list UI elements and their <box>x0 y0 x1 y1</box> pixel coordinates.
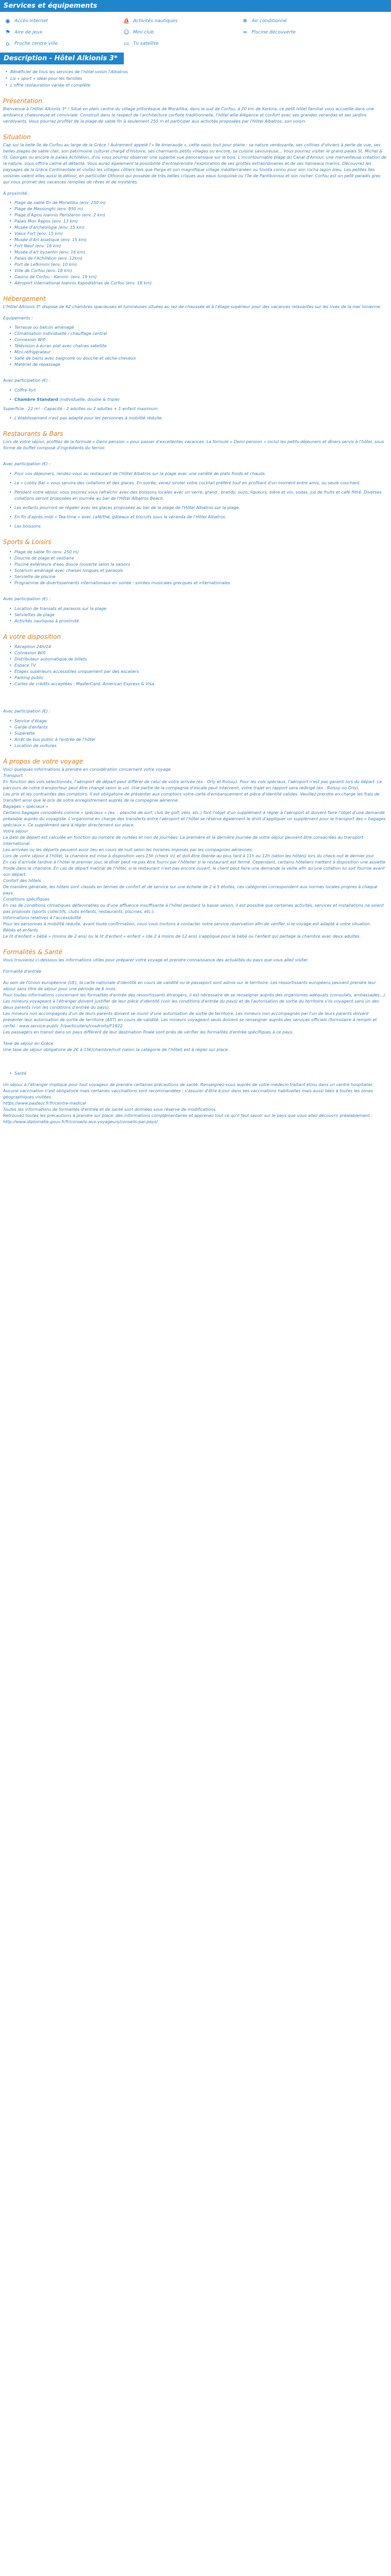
list-item: • Distributeur automatique de billets <box>14 656 388 663</box>
list-item: • Les enfants pourront se régaler avec les glaces proposées au bar de la plage de l'Hôtel Albatros sur la plage. <box>14 505 388 511</box>
city-icon: ⌂ <box>6 40 10 47</box>
formalites-line: Vous trouverez ci-dessous les informations utiles pour préparer votre voyage et prendre connaissance des actualités du pays que vous allez visiter. <box>3 958 309 962</box>
equipments-label: Équipements : <box>3 316 33 320</box>
list-item: • L'établissement n'est pas adapté pour les personnes à mobilité réduite. <box>14 415 388 421</box>
sante-line: Aucune vaccination n'est obligatoire mais certaines vaccinations sont recommandées ; s'assurer d'être à jour dans ses vaccinations habituelles mais aussi liées à toutes les zones géographiques visitées. <box>3 1089 373 1099</box>
list-item: • Activités nautiques à proximité <box>14 618 388 624</box>
apropos-line: Lors de votre séjour à l'hôtel, la chambre est mise à disposition vers 15h (check in) et doit être libérée au plus tard à 11h ou 12h (selon les hôtels) lors du check-out le dernier jour. <box>3 854 375 858</box>
list-item: • Connexion Wifi <box>14 337 388 343</box>
restaurants-list <box>3 471 388 477</box>
room-text: Superficie : 22 m² - Capacité : 2 adultes ou 2 adultes + 1 enfant maximum <box>3 406 158 411</box>
restaurants-heading: Restaurants & Bars <box>3 430 63 437</box>
list-item: • Climatisation individuelle / chauffage central <box>14 331 388 337</box>
presentation-text: Bienvenue à l'Hôtel Alkionis 3* ! Situé en plein centre du village pittoresque de Moraitika, dans le sud de Corfou, à 20 km de Kerkira, ce petit hôtel familial vous accueille dans une ambiance chaleureuse et conviviale. Construit dans le respect de l'architecture corfiote traditionnelle, l'hôtel allie élégance et confort avec ses grandes verandas et ses jardins verdoyants. Vous pourrez profiter de la plage de sable fin à seulement 250 m et participer aux activités proposées par l'Hôtel Albatros, son voisin. <box>3 107 374 124</box>
apropos-line: Confort des hôtels <box>3 878 41 883</box>
sports-avec-list <box>3 606 388 624</box>
hebergement-avec-label: Avec participation (€) : <box>3 378 51 383</box>
apropos-line: En fonction des vols sélectionnés, l'aéroport de départ peut différer de celui de votre arrivée (ex : Orly et Roissy). Pour les vols spéciaux, l'aéroport n'est pas garanti lors du départ. Le parcours de notre transporteur peut être changé selon le vol. Une partie de la compagnie d'escale peut intervenir, votre trajet en rapport sera redirigé (ex : Roissy ou Orly). <box>3 779 382 790</box>
list-item: • Casino de Corfou - Kanoni- (env. 19 km) <box>14 274 388 280</box>
apropos-line: Informations relatives à l'accessibilité <box>3 916 82 920</box>
apropos-line: La date de départ est calculée en fonction du nombre de nuitées et non de journées. La première et la dernière journée de votre séjour peuvent être consacrées au transport international. <box>3 835 364 846</box>
formalites-line: Pour toutes informations concernant les formalités d'entrée des ressortissants étrangers, il est nécessaire de se renseigner auprès des organismes adéquats (consulats, ambassades...). <box>3 993 386 997</box>
apropos-line: En cas de conditions climatiques défavorables ou d'une affluence insuffisante à l'hôtel pendant la basse saison, il est possible que certaines activités, services et installations ne soient pas proposés (sports collectifs, clubs enfants, restaurants, piscines, etc.). <box>3 903 384 914</box>
room-note-list <box>3 415 388 421</box>
description-banner: Description - Hôtel Alkionis 3* <box>0 53 124 64</box>
sante-line: Un séjour à l'étranger implique pour tout voyageur de prendre certaines précautions de santé. Renseignez-vous auprès de votre médecin traitant et/ou dans un centre hospitalier. <box>3 1082 374 1087</box>
list-item: • Location de voitures <box>14 743 388 749</box>
list-item: • Matériel de repassage <box>14 362 388 368</box>
amenity-water-activities: ⛵ Activités nautiques <box>123 18 178 24</box>
restaurants-list-5 <box>3 514 388 520</box>
apropos-line: Pour les personnes à mobilité réduite, avant toute confirmation, nous vous invitons à contacter notre service réservation afin de vérifier si le voyage est adapté à votre situation. <box>3 922 371 926</box>
restaurants-list-2 <box>3 480 388 486</box>
nearby-list <box>3 200 388 286</box>
pool-icon: ≈ <box>242 29 248 36</box>
disposition-avec-list <box>3 718 388 749</box>
playground-icon: ⚑ <box>5 29 10 36</box>
nearby-label: À proximité : <box>3 191 30 196</box>
apropos-line: Bagages « spéciaux » <box>3 804 48 809</box>
amenities-section <box>0 0 391 53</box>
disposition-list <box>3 644 388 687</box>
restaurants-list-3 <box>3 489 388 502</box>
list-item: • Palais Mon Repos (env. 13 km) <box>14 218 388 225</box>
list-item: • Réception 24h/24 <box>14 644 388 650</box>
sante-line: Toutes les informations de formalités d'entrée et de santé sont données sous réserve de modifications. <box>3 1107 217 1112</box>
list-item: • Aéroport international Ioannis Kapodistrias de Corfou (env. 18 km) <box>14 280 388 286</box>
formalites-line: Au sein de l'Union européenne (UE), la carte nationale d'identité en cours de validité ou le passeport sont admis sur le territoire. Les ressortissants européens peuvent prendre leur séjour sans titre de séjour pour une période de 6 mois. <box>3 980 376 991</box>
equipments-list <box>3 325 388 368</box>
apropos-line: De manière générale, les hôtels sont classés en termes de confort et de service sur une échelle de 2 à 5 étoiles, ces catégories correspondent aux normes locales propres à chaque pays. <box>3 885 378 895</box>
amenity-tv: ▭ Tv satellite <box>123 40 159 47</box>
list-item: • Port de Lefkimmi (env. 10 km) <box>14 262 388 268</box>
apropos-line: Voici quelques informations à prendre en considération concernant votre voyage. <box>3 767 172 772</box>
formalites-line: Formalité d'entrée <box>3 969 42 974</box>
amenity-pool: ≈ Piscine découverte <box>241 29 360 36</box>
room-name: Chambre Standard <box>14 397 58 402</box>
list-item: • Plage de sable fin (env. 250 m) <box>14 549 388 555</box>
apropos-line: Conditions spécifiques <box>3 897 50 902</box>
wifi-icon: ◉ <box>5 18 10 24</box>
highlights-list <box>0 69 391 89</box>
sports-heading: Sports & Loisirs <box>3 538 52 546</box>
list-item: • Parking public <box>14 675 388 681</box>
list-item: • Connexion Wifi <box>14 650 388 656</box>
sante-line: https://www.pasteur.fr/fr/centre-medical <box>3 1101 86 1106</box>
situation-heading: Situation <box>3 133 31 141</box>
list-item: • Serviette de piscine <box>14 574 388 580</box>
list-item: • Mini-réfrigérateur <box>14 349 388 355</box>
apropos-body <box>3 767 388 940</box>
apropos-line: Les prix et les contraintes des comptoirs. Il est obligatoire de présenter aux comptoirs votre carte d'embarquement et pièce d'identité valides. Veuillez prendre en charge les frais de transfert ainsi que le prix de votre enregistrement auprès de la compagnie aérienne. <box>3 792 380 803</box>
snowflake-icon: ❄ <box>242 18 248 24</box>
description-section <box>0 53 391 89</box>
hebergement-text: L'Hôtel Alkionis 3* dispose de 62 chambres spacieuses et lumineuses situées au rez-de-chaussée et à l'étage supérieur pour des vacances relaxantes sur les rives de la mer Ionienne. <box>3 304 381 309</box>
formalites-line: Taxe de séjour en Grèce <box>3 1041 54 1046</box>
list-item: • Terrasse ou balcon aménagé <box>14 325 388 331</box>
boat-icon: ⛵ <box>123 18 130 24</box>
sports-list <box>3 549 388 586</box>
list-item: • Serviettes de plage <box>14 612 388 618</box>
disposition-avec-label: Avec participation (€) : <box>3 709 51 714</box>
list-item: • Palais de l'Achilléion (env. 12km) <box>14 256 388 262</box>
list-item: • Location de transats et parasols sur la plage <box>14 606 388 612</box>
list-item: • L'offre restauration variée et complète <box>10 82 391 89</box>
list-item: • Musée d'archéologie (env. 15 km) <box>14 225 388 231</box>
list-item: • Cartes de crédits acceptées : MasterCard, American Express & Visa <box>14 681 388 687</box>
list-item: • Coffre-fort <box>14 387 388 394</box>
list-item: • Pendant votre séjour, vous pourrez vous rafraîchir avec des boissons locales avec un verre, grand : brandy, ouzo, liqueurs, bière et vin, sodas, jus de fruits et café filtré. Diverses collations seront proposées en journée au bar de l'Hôtel Albatros Beach. <box>14 489 388 502</box>
apropos-line: Les arrivées ou les départs peuvent avoir lieu en cours de nuit selon les horaires imposés par les compagnies aériennes. <box>3 848 253 852</box>
list-item: • Bénéficier de tous les services de l'hôtel voisin l'Albatros <box>10 69 391 75</box>
list-item: • Étages supérieurs accessibles uniquement par des escaliers <box>14 669 388 675</box>
situation-text: Cap sur la belle île de Corfou au large de la Grèce ! Autrement appelé l'« île émeraude », cette oasis tout pour plaire : sa nature verdoyante, ses collines d'oliviers à perte de vue, ses belles plages de sable clair, son patrimoine culturel chargé d'histoire, ses charmants petits villages ou encore, sa cuisine savoureuse... Vous pourrez visiter le grand palais St. Michel & St. Georges ou encore le palais Achilléion, d'où vous pourrez observer une superbe vue panoramique sur le bois. L'incontournable plage du Canal d'Amour, une merveilleuse création de la nature, vous offrira calme et détente. Vous aurez également la possibilité d'entreprendre l'exploration de ses grottes extraordinaires et de ses hameaux marins. Découvrez les paysages de la Grèce Continentale et visitez les villages côtiers tels que Parga et son magnifique village méditerranéen ou Sivota connu pour son rocha lagon bleu. Les petites îles voisines valent elles aussi le détour, en particulier Othonoi qui possède de très belles criques aux eaux turquoise ou l'île de Pantikonissi et son rocher. Corfou est un petit paradis grec qui vous promet des vacances remplies de rêves et de mystères. <box>3 143 386 184</box>
room-list <box>3 397 388 403</box>
list-item: • Salle de bains avec baignoire ou douche et sèche-cheveux <box>14 355 388 362</box>
sante-list <box>3 1071 388 1077</box>
room-item <box>14 397 388 403</box>
list-item: • Programme de divertissements internationaux en soirée : soirées musicales grecques et internationales. <box>14 580 388 586</box>
apropos-line: Le lit d'enfant « bébé » (moins de 2 ans) ou le lit d'enfant « enfant » (de 2 à moins de 12 ans) s'applique pour le bébé ou l'enfant qui partage la chambre avec deux adultes. <box>3 934 361 939</box>
hebergement-avec-list <box>3 387 388 394</box>
sante-body <box>3 1082 388 1136</box>
list-item: • Pour vos déjeuners, rendez-vous au restaurant de l'Hôtel Albatros sur la plage avec une variété de plats froids et chauds. <box>14 471 388 477</box>
list-item: • Plage de sable fin de Moraitika (env. 250 m) <box>14 200 388 206</box>
apropos-line: Certains bagages considérés comme « spéciaux » (ex. : planche de surf, club de golf, vélo, etc.) font l'objet d'un supplément à régler à l'aéroport et doivent faire l'objet d'une demande préalable auprès du voyagiste. L'organisme en charge des transferts entre l'aéroport et l'hôtel se réserve également le droit d'appliquer un supplément pour le transport des « bagages spéciaux ». Ce supplément sera à régler directement sur place. <box>3 810 386 827</box>
tv-icon: ▭ <box>123 40 129 47</box>
amenity-mini-club: ☺ Mini club <box>123 29 154 36</box>
list-item: • Télévision à écran plat avec chaînes satellite <box>14 343 388 349</box>
list-item: • Garde d'enfants <box>14 724 388 731</box>
list-item: • Douche de plage et vestiaire <box>14 555 388 562</box>
restaurants-list-6 <box>3 523 388 530</box>
restaurants-avec-label: Avec participation (€) : <box>3 462 51 466</box>
disposition-heading: A votre disposition <box>3 633 61 640</box>
presentation-heading: Présentation <box>3 97 42 105</box>
list-item: • Vieux Fort (env. 15 km) <box>14 231 388 237</box>
sante-line: Retrouvez toutes les précautions à prendre sur place, des informations complémentaires et apprenez tout ce qu'il faut savoir sur le pays que vous allez découvrir préalablement : <box>3 1113 373 1118</box>
amenity-wifi: ◉ Accès internet <box>4 18 123 25</box>
list-item: • Musée d'Art asiatique (env. 15 km) <box>14 237 388 243</box>
list-item: • Musée d'art byzantin (env. 16 km) <box>14 249 388 256</box>
list-item: • Fort Neuf (env. 16 km) <box>14 243 388 249</box>
list-item: • Le « Lobby Bar » vous servira des collations et des glaces. En soirée, venez siroter votre cocktail préféré tout en profitant d'un moment entre amis, ou seule couchant. <box>14 480 388 486</box>
list-item: • Arrêt de bus public à l'entrée de l'hôtel <box>14 737 388 743</box>
amenities-grid <box>0 12 391 53</box>
hebergement-heading: Hébergement <box>3 295 46 302</box>
sports-avec-label: Avec participation (€) : <box>3 597 51 601</box>
list-item: • Service d'étage <box>14 718 388 724</box>
formalites-line: Les mineurs voyageant à l'étranger doivent justifier de leur pièce d'identité (voir les conditions d'entrée du pays) et de l'autorisation de sortie du territoire s'ils voyagent sans un des deux parents (voir les conditions d'entrée du pays). <box>3 999 379 1010</box>
list-item: • Ville de Corfou (env. 18 km) <box>14 268 388 274</box>
list-item: • Piscine extérieure d'eau douce (ouverte selon la saison) <box>14 562 388 568</box>
apropos-line: Votre séjour <box>3 829 28 834</box>
apropos-heading: À propos de votre voyage <box>3 758 83 765</box>
list-item: • Plage de Messonghi (env. 850 m) <box>14 206 388 212</box>
apropos-line: Transport <box>3 773 23 778</box>
restaurants-list-4 <box>3 505 388 511</box>
list-item: • Supérette <box>14 731 388 737</box>
formalites-heading: Formalités & Santé <box>3 948 62 956</box>
list-item: • Plage d'Agios Ioannis Peristeron (env. 2 km) <box>14 212 388 218</box>
room-suffix: (individuelle, double & triple) <box>58 397 120 402</box>
sante-line: http://www.diplomatie.gouv.fr/fr/conseils-aux-voyageurs/conseils-par-pays/ <box>3 1120 158 1124</box>
formalites-line: Les passagers en transit dans un pays différent de leur destination finale sont priés de vérifier les formalités d'entrée spécifiques à ce pays. <box>3 1030 294 1035</box>
amenity-air-conditioning: ❄ Air conditionné <box>241 18 360 25</box>
list-item: • Solarium aménagé avec chaises longues et parasols <box>14 568 388 574</box>
formalites-line: Une taxe de séjour obligatoire de 2€ à 15€/chambre/nuit (selon la catégorie de l'hôtel) est à régler sur place. <box>3 1047 229 1052</box>
amenity-playground: ⚑ Aire de jeux <box>4 29 123 36</box>
amenity-city-center: ⌂ Proche centre ville <box>4 40 123 47</box>
apropos-line: En cas d'arrivée tardive à l'hôtel le premier jour, le dîner peut ne pas être fourni par l'hôtelier si le restaurant est fermé. Cependant, certains hôteliers mettent à disposition une assiette froide dans la chambre. En cas de départ matinal de l'hôtel, si le restaurant n'est pas encore ouvert, le client peut faire une demande la veille afin qu'une collation lui soit fournie avant son départ. <box>3 860 386 877</box>
list-item: • Les boissons <box>14 523 388 530</box>
list-item: • Espace TV <box>14 663 388 669</box>
formalites-line: Les mineurs non accompagnés d'un de leurs parents doivent se munir d'une autorisation de sortie de territoire. Les mineurs non accompagnés par l'un de leurs parents doivent présenter leur autorisation de sortie de territoire (AST) en cours de validité. Les mineurs voyageant seuls doivent se renseigner auprès des services officiels (formulaire à remplir et cerfa) : www.service-public.fr/particuliers/vosdroits/F1922 <box>3 1011 377 1028</box>
list-item: • Santé <box>14 1071 388 1077</box>
kids-icon: ☺ <box>123 29 129 36</box>
list-item: • En fin d'après-midi « Tea-time » avec café/thé, gâteaux et biscuits sous la véranda de l'Hôtel Albatros. <box>14 514 388 520</box>
formalites-body <box>3 957 388 1053</box>
apropos-line: Bébés et enfants <box>3 928 38 933</box>
restaurants-text: Lors de votre séjour, profitez de la formule « Demi-pension » pour passer d'excellentes vacances. La formule « Demi-pension » inclut les petits-déjeuners et dîners servis à l'hôtel, sous forme de buffet composé d'ingrédients du terroir. <box>3 439 384 450</box>
list-item: • Lis » sport » idéal pour les familles <box>10 75 391 82</box>
amenities-banner: Services et équipements <box>0 0 391 12</box>
